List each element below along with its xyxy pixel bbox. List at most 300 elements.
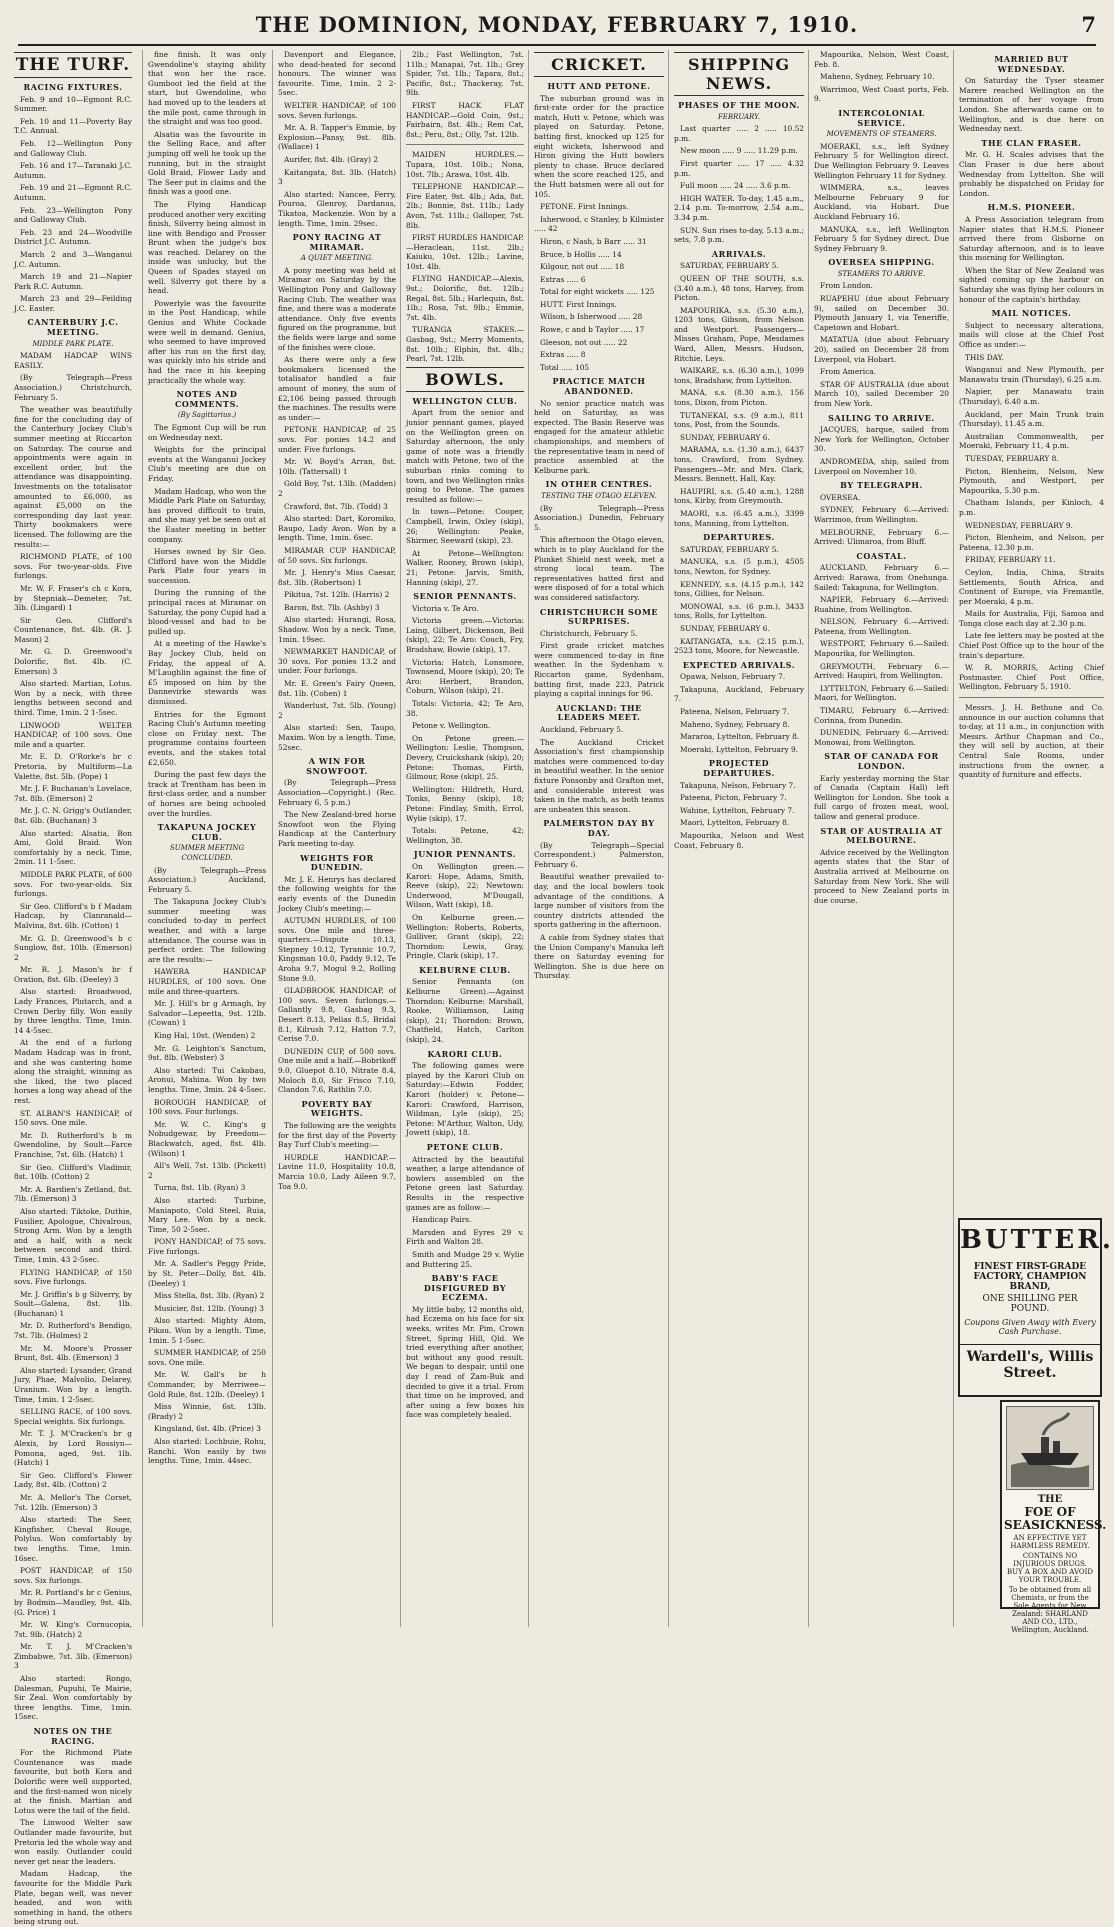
- article-paragraph: MAORI, s.s. (6.45 a.m.), 3399 tons, Manning, from Lyttelton.: [674, 508, 804, 528]
- article-paragraph: A Press Association telegram from Napier states that H.M.S. Pioneer arrived there from Gisborne on Saturday afternoon, and is to leave this morning for Wellington.: [959, 214, 1104, 263]
- article-paragraph: SATURDAY, FEBRUARY 5.: [680, 261, 779, 271]
- section-heading: NOTES AND COMMENTS.: [174, 389, 240, 409]
- article-paragraph: Maheno, Sydney, February 10.: [820, 72, 935, 82]
- article-paragraph: (By Telegraph—Press Association—Copyright.) (Rec. February 6, 5 p.m.): [278, 778, 396, 807]
- article-paragraph: Also started: Tui Cakobau, Aronui, Mahina. Won by two lengths. Time, 3min. 24 4-5sec.: [148, 1065, 266, 1094]
- seasick-ad-line4: CONTAINS NO INJURIOUS DRUGS. BUY A BOX AND AVOID YOUR TROUBLE.: [1006, 1552, 1094, 1584]
- article-paragraph: SYDNEY, February 6.—Arrived: Warrimoo, from Wellington.: [814, 505, 949, 524]
- article-paragraph: Mr. G. D. Greenwood's Dolorific, 8st. 4lb. (C. Emerson) 3: [14, 647, 132, 676]
- seasick-ad-line5: To be obtained from all Chemists, or from the Sole Agents for New Zealand: SHARLAND AND CO., LTD., Wellington, Auckland.: [1008, 1586, 1092, 1634]
- article-paragraph: AUCKLAND, February 6.—Arrived: Rarawa, from Onehunga. Sailed: Takapuna, for Wellington.: [814, 563, 949, 592]
- article-paragraph: MANA, s.s. (8.30 a.m.), 156 tons, Dixon, from Picton.: [674, 388, 804, 408]
- article-paragraph: Mr. G. D. Greenwood's b c Sunglow, 8st. 10lb. (Emerson) 2: [14, 933, 132, 962]
- article-paragraph: MOERAKI, s.s., left Sydney February 5 for Wellington direct. Due Wellington February 9. Leaves Wellington February 11 for Sydney.: [814, 141, 949, 180]
- article-paragraph: HUTT. First Innings.: [540, 299, 617, 309]
- section-heading: PROJECTED DEPARTURES.: [703, 758, 775, 779]
- article-paragraph: Kilgour, not out ..... 18: [540, 262, 625, 272]
- section-subheading: TESTING THE OTAGO ELEVEN.: [541, 491, 657, 500]
- article-paragraph: PETONE. First Innings.: [540, 202, 629, 212]
- article-paragraph: Mr. J. E. Henrys has declared the following weights for the early events of the Dunedin Jockey Club's meeting:—: [278, 874, 396, 913]
- article-paragraph: STAR OF AUSTRALIA (due about March 10), sailed December 20 from New York.: [814, 379, 949, 408]
- article-paragraph: Mails for Australia, Fiji, Samoa and Tonga close each day at 2.30 p.m.: [959, 609, 1104, 628]
- article-paragraph: Mr. A. Bardien's Zetland, 8st. 7lb. (Emerson) 3: [14, 1184, 132, 1204]
- article-paragraph: RICHMOND PLATE, of 100 sovs. For two-year-olds. Five furlongs.: [14, 552, 132, 581]
- article-paragraph: Napier, per Manawatu train (Thursday), 6.40 a.m.: [959, 387, 1104, 406]
- article-paragraph: Mr. J. C. N. Grigg's Outlander, 8st. 6lb. (Buchanan) 3: [14, 806, 132, 825]
- article-paragraph: Mararoa, Lyttelton, February 8.: [680, 732, 800, 742]
- article-paragraph: The following are the weights for the first day of the Poverty Bay Turf Club's meeting:—: [278, 1120, 396, 1150]
- article-paragraph: Feb. 19 and 21—Egmont R.C. Autumn.: [14, 183, 132, 202]
- article-paragraph: Kaitangata, 8st. 3lb. (Hatch) 3: [278, 167, 396, 187]
- article-paragraph: Mr. M. Moore's Prosser Brunt, 8st. 4lb. (Emerson) 3: [14, 1343, 132, 1363]
- article-paragraph: 2lb.; Fast Wellington, 7st. 11lb.; Manapai, 7st. 1lb.; Grey Spider, 7st. 1lb.; Tapara, 8st.; Pacific, 8st.; Thackeray, 7st. 9lb.: [406, 50, 524, 98]
- article-paragraph: Mr. E. Green's Fairy Queen, 8st. 1lb. (Cohen) 1: [278, 679, 396, 698]
- article-paragraph: Aurifer, 8st. 4lb. (Gray) 2: [284, 154, 379, 164]
- butter-ad-line2: ONE SHILLING PER POUND.: [982, 1294, 1078, 1314]
- article-paragraph: My little baby, 12 months old, had Eczema on his face for six weeks, writes Mr. Pim, Crown Street, Spring Hill, Qld. We tried everything after another, but without any good result. We began to despair, until one day I read of Zam-Buk and decided to give it a trial. From that time on he improved, and after using a few boxes his face was completely healed.: [406, 1304, 524, 1420]
- article-paragraph: FLYING HANDICAP, of 150 sovs. Five furlongs.: [14, 1267, 132, 1287]
- masthead-title: THE DOMINION, MONDAY, FEBRUARY 7, 1910.: [255, 12, 859, 37]
- article-paragraph: Mr. D. Rutherford's Bendigo, 7st. 7lb. (Holmes) 2: [14, 1321, 132, 1341]
- section-heading: NOTES ON THE RACING.: [33, 1726, 113, 1746]
- article-paragraph: Baron, 8st. 7lb. (Ashby) 3: [284, 602, 380, 612]
- article-paragraph: During the running of the principal races at Miramar on Saturday, the pony Cupid had a blood-vessel and had to be pulled up.: [148, 588, 266, 636]
- section-heading: PONY RACING AT MIRAMAR.: [292, 232, 382, 252]
- section-heading: HUTT AND PETONE.: [547, 81, 651, 91]
- column-title: CRICKET.: [534, 52, 664, 77]
- article-paragraph: GLADBROOK HANDICAP, of 100 sovs. Seven furlongs.—Gallantly 9.8, Gasbag 9.3, Desert 8.13, Pelias 8.5, Bridal 8.1, Kilrush 7.12, Hatton 7.7, Cerise 7.0.: [278, 986, 396, 1044]
- article-paragraph: Horses owned by Sir Geo. Clifford have won the Middle Park Plate four years in succession.: [148, 547, 266, 585]
- section-heading: KARORI CLUB.: [427, 1048, 503, 1059]
- article-paragraph: Full moon ..... 24 ..... 3.6 p.m.: [680, 181, 791, 191]
- article-paragraph: WESTPORT, February 6.—Sailed: Mapourika, for Wellington.: [814, 639, 949, 659]
- article-paragraph: Turna, 8st. 1lb. (Ryan) 3: [154, 1183, 246, 1193]
- article-paragraph: Mr. W. F. Fraser's ch c Kora, by Stepniak—Demeter, 7st. 3lb. (Lingard) 1: [14, 583, 132, 613]
- article-paragraph: MONOWAI, s.s. (6 p.m.), 3433 tons, Rolls, for Lyttelton.: [674, 601, 804, 621]
- article-paragraph: Gold Boy, 7st. 13lb. (Madden) 2: [278, 479, 396, 498]
- section-divider: [959, 697, 1104, 698]
- column-title: THE TURF.: [14, 52, 132, 78]
- article-paragraph: WEDNESDAY, FEBRUARY 9.: [965, 520, 1073, 530]
- seasickness-advertisement: [1000, 1400, 1107, 1634]
- seasick-ad-line1: THE: [1037, 1494, 1063, 1505]
- article-paragraph: Early yesterday morning the Star of Canada (Captain Hall) left Wellington for London. She took a full cargo of frozen meat, wool, tallow and general produce.: [814, 773, 949, 821]
- article-paragraph: Last quarter ..... 2 ..... 10.52 p.m.: [674, 124, 804, 143]
- article-paragraph: NELSON, February 6.—Arrived: Pateena, from Wellington.: [814, 617, 949, 636]
- section-heading: PRACTICE MATCH ABANDONED.: [552, 376, 646, 397]
- newspaper-column: [808, 50, 949, 1627]
- article-paragraph: Mr. W. Boyd's Arran, 8st. 10lb. (Tattersall) 1: [278, 457, 396, 476]
- article-paragraph: The following games were played by the Karori Club on Saturday:—Edwin Fodder, Karori (holder) v. Petone—Karori: Crawford, Harrison, Wildman, Lyle (skip), 25; Petone: M'Arthur, Walton, Udy, Jowett (skip), 18.: [406, 1061, 524, 1138]
- article-paragraph: Also started: Mighty Atom, Pikau. Won by a length. Time, 1min. 5 1-5sec.: [148, 1316, 266, 1345]
- article-paragraph: Ceylon, India, China, Straits Settlements, South Africa, and Continent of Europe, via Fremantle, per Moeraki, 4 p.m.: [959, 567, 1104, 606]
- section-heading: WELLINGTON CLUB.: [412, 395, 518, 406]
- article-paragraph: QUEEN OF THE SOUTH, s.s. (3.40 a.m.), 48 tons, Harvey, from Picton.: [674, 273, 804, 303]
- article-paragraph: Australian Commonwealth, per Moeraki, February 11, 4 p.m.: [959, 431, 1104, 451]
- article-paragraph: THIS DAY.: [965, 352, 1004, 362]
- section-heading: POVERTY BAY WEIGHTS.: [301, 1098, 373, 1119]
- article-paragraph: Opawa, Nelson, February 7.: [680, 672, 786, 682]
- article-paragraph: Also started: Lochbuie, Rohu, Ranchi. Won easily by two lengths. Time, 1min. 44sec.: [148, 1436, 266, 1466]
- seasick-ad-line2: FOE OF SEASICKNESS.: [1004, 1505, 1107, 1532]
- article-paragraph: Feb. 10 and 11—Poverty Bay T.C. Annual.: [14, 116, 132, 136]
- article-paragraph: First grade cricket matches were commenced to-day in fine weather. In the Sydenham v. Riccarton game, Sydenham, batting first, made 223, Patrick playing a capital innings for 96.: [534, 641, 664, 699]
- newspaper-column: [400, 50, 524, 1627]
- article-paragraph: The weather was beautifully fine for the concluding day of the Canterbury Jockey Club's summer meeting at Riccarton on Saturday. The course and appointments were again in excellent order, but the attendance was disappointing. Investments on the totalisator amounted to £6,000, as against £5,000 on the corresponding day last year. Thirty bookmakers were licensed. The following are the results:—: [14, 405, 132, 549]
- section-heading: INTERCOLONIAL SERVICE.: [838, 107, 925, 128]
- ship-illustration: [1006, 1406, 1094, 1490]
- article-paragraph: MARAMA, s.s. (1.30 a.m.), 6437 tons, Crawford, from Sydney. Passengers—Mr. and Mrs. Clark, Messrs. Bennett, Hall, Kay.: [674, 445, 804, 484]
- section-subheading: STEAMERS TO ARRIVE.: [837, 269, 926, 278]
- article-paragraph: Victoria green.—Victoria: Laing, Gilbert, Dickenson, Beil (skip), 22; Te Aro: Couch, Fry, Bradshaw, Bowie (skip), 17.: [406, 616, 524, 655]
- article-paragraph: Mr. R. J. Mason's br f Oration, 8st. 6lb. (Deeley) 3: [14, 965, 132, 984]
- article-paragraph: Also started: Tiktoke, Duthie, Fusilier, Apologue, Chivalrous, Strong Arm. Won by a length and a half, with a neck between second and third. Time, 1min. 43 2-5sec.: [14, 1206, 132, 1264]
- section-heading: BY TELEGRAPH.: [840, 480, 923, 491]
- section-heading: DEPARTURES.: [703, 532, 775, 543]
- masthead: [18, 8, 1096, 46]
- section-heading: RACING FIXTURES.: [23, 82, 123, 92]
- article-paragraph: Extras ..... 6: [540, 274, 586, 284]
- article-paragraph: SUNDAY, FEBRUARY 6.: [680, 432, 770, 442]
- article-paragraph: Maheno, Sydney, February 8.: [680, 719, 790, 729]
- article-paragraph: WELTER HANDICAP, of 100 sovs. Seven furlongs.: [278, 100, 396, 120]
- article-paragraph: Messrs. J. H. Bethune and Co. announce in our auction columns that to-day, at 11 a.m., in conjunction with Messrs. Arthur Chapman and Co., they will sell by auction, at their Central Sale Rooms, under instructions from the owner, a quantity of furniture and effects.: [959, 703, 1104, 780]
- article-paragraph: HAUPIRI, s.s. (5.40 a.m.), 1288 tons, Kirby, from Greymouth.: [674, 486, 804, 506]
- article-paragraph: Also started: Alsatia, Bon Ami, Gold Braid. Won comfortably by a neck. Time, 2min. 11 1-5sec.: [14, 828, 132, 867]
- article-paragraph: Mr. J. Griffin's b g Silverry, by Soult—Galena, 8st. 1lb. (Buchanan) 1: [14, 1289, 132, 1318]
- article-paragraph: Beautiful weather prevailed to-day, and the local bowlers took advantage of the conditions. A large number of visitors from the country districts attended the sports gathering in the afternoon.: [534, 872, 664, 930]
- article-paragraph: HIGH WATER. To-day, 1.45 a.m., 2.14 p.m. To-morrow, 2.54 a.m., 3.34 p.m.: [674, 193, 804, 222]
- article-paragraph: LYTTELTON, February 6.—Sailed: Maori, for Wellington.: [814, 683, 949, 703]
- article-paragraph: MANUKA, s.s., left Wellington February 5 for Sydney direct. Due Sydney February 9.: [814, 224, 949, 253]
- section-heading: OVERSEA SHIPPING.: [828, 257, 935, 268]
- page-number: 7: [1081, 12, 1096, 37]
- section-heading: BOWLS.: [406, 367, 524, 392]
- article-paragraph: Feb. 23—Wellington Pony and Galloway Club.: [14, 205, 132, 225]
- article-paragraph: PONY HANDICAP, of 75 sovs. Five furlongs.: [148, 1237, 266, 1256]
- article-paragraph: King Hal, 10st. (Wenden) 2: [154, 1031, 256, 1040]
- newspaper-column: [668, 50, 804, 1627]
- article-paragraph: March 2 and 3—Wanganui J.C. Autumn.: [14, 249, 132, 269]
- butter-ad-signature: Wardell's, Willis Street.: [960, 1344, 1100, 1381]
- article-paragraph: At the end of a furlong Madam Hadcap was in front, and she was cantering home along the straight, winning as she liked, the two placed horses a long way ahead of the rest.: [14, 1038, 132, 1105]
- article-paragraph: Totals: Petone, 42; Wellington, 38.: [406, 826, 524, 845]
- section-heading: JUNIOR PENNANTS.: [413, 849, 517, 860]
- article-paragraph: MELBOURNE, February 6.—Arrived: Ulimaroa, from Bluff.: [814, 527, 949, 547]
- article-paragraph: Kingsland, 6st. 4lb. (Price) 3: [154, 1424, 261, 1434]
- article-paragraph: Takapuna, Auckland, February 7.: [674, 684, 804, 704]
- article-paragraph: Feb. 23 and 24—Woodville District J.C. Autumn.: [14, 227, 132, 247]
- article-paragraph: Alsatia was the favourite in the Selling Race, and after jumping off well he took up the running, but in the straight Gold Braid, Flower Lady and The Seer put in claims and the finish was a good one.: [148, 129, 266, 197]
- section-heading: CANTERBURY J.C. MEETING.: [27, 317, 119, 338]
- section-heading: COASTAL.: [856, 550, 907, 561]
- article-paragraph: Miss Stella, 8st. 3lb. (Ryan) 2: [154, 1291, 265, 1301]
- section-heading: WEIGHTS FOR DUNEDIN.: [300, 852, 374, 873]
- article-paragraph: Mr. R. Portland's br c Genius, by Bodmin—Maudley, 9st. 4lb. (G. Price) 1: [14, 1588, 132, 1617]
- ship-icon: [1007, 1407, 1093, 1487]
- article-paragraph: Mr. W. Gall's br h Commander, by Merriwee—Gold Rule, 8st. 12lb. (Deeley) 1: [148, 1370, 266, 1399]
- article-paragraph: Sir Geo. Clifford's Flower Lady, 8st. 4lb. (Cotton) 2: [14, 1470, 132, 1490]
- article-paragraph: Moeraki, Lyttelton, February 9.: [680, 744, 799, 754]
- article-paragraph: New moon ..... 9 ..... 11.29 p.m.: [680, 146, 798, 156]
- article-paragraph: The suburban ground was in first-rate order for the practice match, Hutt v. Petone, which was played on Saturday. Petone, batting first, knocked up 125 for eight wickets, Isherwood and Hiron giving the Hutt bowlers plenty to chase. Bruce declared when the score reached 125, and the Hutt batsmen were all out for 105.: [534, 93, 664, 199]
- article-paragraph: Mr. G. Leighton's Sanctum, 9st. 8lb. (Webster) 3: [148, 1043, 266, 1063]
- article-paragraph: FRIDAY, FEBRUARY 11.: [965, 555, 1056, 565]
- article-paragraph: Mr. T. J. M'Cracken's Zimbabwe, 7st. 3lb. (Emerson) 3: [14, 1642, 132, 1671]
- section-heading: PALMERSTON DAY BY DAY.: [543, 818, 655, 838]
- article-paragraph: As there were only a few bookmakers licensed the totalisator handled a fair amount of money, the sum of £2,106 being passed through the machines. The results were as under:—: [278, 355, 396, 422]
- article-paragraph: March 23 and 29—Feilding J.C. Easter.: [14, 294, 132, 313]
- article-paragraph: MAPOURIKA, s.s. (5.30 a.m.), 1203 tons, Gibson, from Nelson and Westport. Passengers—Misses Graham, Pope, Mesdames Ward, Allen, Messrs. Hudson, Ritchie, Leys.: [674, 305, 804, 363]
- section-heading: KELBURNE CLUB.: [419, 964, 511, 975]
- article-paragraph: Also started: Sen, Taupo, Maxim. Won by a length. Time, 52sec.: [278, 723, 396, 752]
- article-paragraph: Senior Pennants (on Kelburne Green).—Against Thorndon: Kelburne: Marshall, Rooke, Williamson, Laing (skip), 21; Thorndon: Brown, Chatfield, Hatch, Carlton (skip), 24.: [406, 977, 524, 1045]
- article-paragraph: TELEPHONE HANDICAP.—Fire Eater, 9st. 4lb.; Ada, 8st. 2lb.; Bonnie, 8st. 11lb.; Lady Avon, 7st. 11lb.; Galloper, 7st. 8lb.: [406, 182, 524, 230]
- article-paragraph: SATURDAY, FEBRUARY 5.: [680, 544, 779, 554]
- butter-ad-line1: FINEST FIRST-GRADE FACTORY, CHAMPION BRAND,: [973, 1262, 1087, 1292]
- article-paragraph: Crawford, 8st. 7lb. (Todd) 3: [284, 501, 388, 511]
- article-paragraph: SUNDAY, FEBRUARY 6.: [680, 623, 770, 633]
- article-paragraph: Mr. J. Henry's Miss Caesar, 8st. 3lb. (Robertson) 1: [278, 568, 396, 587]
- section-heading: PETONE CLUB.: [426, 1141, 504, 1152]
- article-paragraph: Weights for the principal events at the Wanganui Jockey Club's meeting are due on Friday.: [148, 445, 266, 483]
- article-paragraph: Advice received by the Wellington agents states that the Star of Australia arrived at Melbourne on Saturday from New York. She will proceed to New Zealand ports in due course.: [814, 847, 949, 905]
- article-paragraph: Pateena, Nelson, February 7.: [680, 707, 790, 717]
- article-paragraph: TURANGA STAKES.—Gasbag, 9st.; Merry Moments, 8st. 10lb.; Elphin, 8st. 4lb.; Pearl, 7st. 12lb.: [406, 325, 524, 364]
- article-paragraph: Subject to necessary alterations, mails will close at the Chief Post Office as under:—: [959, 320, 1104, 350]
- butter-ad-line3: Coupons Given Away with Every Cash Purchase.: [964, 1318, 1096, 1336]
- article-paragraph: JACQUES, barque, sailed from New York for Wellington, October 30.: [814, 425, 949, 454]
- article-paragraph: The New Zealand-bred horse Snowfoot won the Flying Handicap at the Canterbury Park meeting to-day.: [278, 810, 396, 848]
- article-paragraph: Picton, Blenheim, and Nelson, per Pateena, 12.30 p.m.: [959, 533, 1104, 552]
- article-paragraph: Gleeson, not out ..... 22: [540, 337, 628, 347]
- article-paragraph: FIRST HACK FLAT HANDICAP.—Gold Coin, 9st.; Fairbairn, 8st. 4lb.; Rem Cat, 8st.; Peru, 8st.; Olly, 7st. 12lb.: [406, 100, 524, 139]
- article-paragraph: fine finish. It was only Gwendoline's staying ability that won her the race. Gumboot led the field at the start, but Gwendoline, who had moved up to the leaders at the mile post, came through in the straight and was too good.: [148, 50, 266, 127]
- article-paragraph: TUESDAY, FEBRUARY 8.: [965, 453, 1059, 463]
- section-subheading: MOVEMENTS OF STEAMERS.: [826, 130, 937, 139]
- article-paragraph: The Linwood Welter saw Outlander made favourite, but Pretoria led the whole way and won easily. Outlander could never get near the leaders.: [14, 1818, 132, 1866]
- article-paragraph: Attracted by the beautiful weather, a large attendance of bowlers assembled on the Petone green last Saturday. Results in the respective games are as follow:—: [406, 1154, 524, 1212]
- article-paragraph: Bruce, b Hollis ..... 14: [540, 249, 622, 259]
- section-heading: ARRIVALS.: [711, 248, 767, 259]
- article-paragraph: Apart from the senior and junior pennant games, played on the Wellington green on Saturday afternoon, the only game of note was a friendly match with Petone, two of the suburban rinks coming to town, and two Wellington rinks going to Petone. The games resulted as follow:—: [406, 408, 524, 504]
- article-paragraph: WIMMERA, s.s., leaves Melbourne February 9 for Auckland, via Hobart. Due Auckland February 16.: [814, 183, 949, 221]
- section-divider: [406, 144, 524, 145]
- article-paragraph: SUN. Sun rises to-day, 5.13 a.m.; sets, 7.8 p.m.: [674, 225, 804, 245]
- article-paragraph: Wellington: Hildreth, Hurd, Tonks, Benny (skip), 18; Petone: Findlay, Smith, Errol, Wylie (skip), 17.: [406, 784, 524, 823]
- article-paragraph: Mapourika, Nelson and West Coast, February 8.: [674, 831, 804, 850]
- article-paragraph: Extras ..... 8: [540, 350, 586, 360]
- article-paragraph: Sir Geo. Clifford's Countenance, 8st. 4lb. (R. J. Mason) 2: [14, 615, 132, 644]
- newspaper-column: [528, 50, 664, 1627]
- article-paragraph: FIRST HURDLES HANDICAP.—Heraclean, 11st. 2lb.; Kaiuku, 10st. 12lb.; Lavine, 10st. 4lb.: [406, 233, 524, 271]
- article-paragraph: Rowe, c and b Taylor ..... 17: [540, 325, 645, 335]
- article-paragraph: Late fee letters may be posted at the Chief Post Office up to the hour of the train's departure.: [959, 631, 1104, 660]
- article-paragraph: Pikitua, 7st. 12lb. (Harris) 2: [284, 590, 390, 600]
- article-paragraph: W. R. MORRIS, Acting Chief Postmaster. Chief Post Office, Wellington, February 5, 1910.: [959, 663, 1104, 692]
- article-paragraph: Mr. J. F. Buchanan's Lovelace, 7st. 8lb. (Emerson) 2: [14, 784, 132, 803]
- article-paragraph: Madam Hadcap, the favourite for the Middle Park Plate, began well, was never headed, and won with something in hand, the others being strung out.: [14, 1869, 132, 1927]
- article-paragraph: Also started: Hurangi, Rosa, Shadow. Won by a neck. Time, 1min. 19sec.: [278, 615, 396, 644]
- article-paragraph: The Egmont Cup will be run on Wednesday next.: [148, 422, 266, 442]
- article-paragraph: (By Telegraph—Press Association.) Christchurch, February 5.: [14, 373, 132, 402]
- article-paragraph: Warrimoo, West Coast ports, Feb. 9.: [814, 84, 949, 104]
- article-paragraph: Miss Winnie, 6st. 13lb. (Brady) 2: [148, 1402, 266, 1421]
- article-paragraph: Petone v. Wellington.: [412, 721, 491, 731]
- article-paragraph: POST HANDICAP, of 150 sovs. Six furlongs.: [14, 1566, 132, 1585]
- article-paragraph: All's Well, 7st. 13lb. (Pickett) 2: [148, 1161, 266, 1180]
- section-heading: SENIOR PENNANTS.: [413, 591, 517, 602]
- article-paragraph: TUTANEKAI, s.s. (9 a.m.), 811 tons, Post, from the Sounds.: [674, 410, 804, 430]
- section-heading: MAIL NOTICES.: [991, 308, 1072, 319]
- article-paragraph: The Auckland Cricket Association's first championship matches were commenced to-day in beautiful weather. In the senior fixture Ponsonby and Grafton met, and considerable interest was taken in the match, as both teams are unbeaten this season.: [534, 737, 664, 814]
- article-paragraph: Pateena, Picton, February 7.: [680, 793, 787, 803]
- article-paragraph: A cable from Sydney states that the Union Company's Manuka left there on Saturday evening for Wellington. She is due here on Thursday.: [534, 932, 664, 981]
- section-heading: H.M.S. PIONEER.: [987, 202, 1076, 213]
- article-paragraph: Wanderlust, 7st. 5lb. (Young) 2: [278, 701, 396, 720]
- section-subheading: (By Sagittarius.): [177, 411, 237, 420]
- section-heading: A WIN FOR SNOWFOOT.: [306, 756, 368, 776]
- article-paragraph: Christchurch, February 5.: [540, 628, 638, 638]
- article-paragraph: WAIKARE, s.s. (6.30 a.m.), 1099 tons, Bradshaw, from Lyttelton.: [674, 366, 804, 385]
- article-paragraph: Mapourika, Nelson, West Coast, Feb. 8.: [814, 50, 949, 69]
- article-paragraph: March 19 and 21—Napier Park R.C. Autumn.: [14, 272, 132, 291]
- article-paragraph: KENNEDY, s.s. (4.15 p.m.), 142 tons, Gillies, for Nelson.: [674, 579, 804, 599]
- article-paragraph: Also started: Lysander, Grand Jury, Phae, Malvolio, Delarey, Uranium. Won by a length. Time, 1min. 1 2-5sec.: [14, 1365, 132, 1404]
- article-paragraph: Feb. 12—Wellington Pony and Galloway Club.: [14, 138, 132, 158]
- article-paragraph: Mr. E. D. O'Rorke's br c Pretoria, by Multiform—La Valette, 8st. 5lb. (Pope) 1: [14, 752, 132, 781]
- article-paragraph: Sir Geo. Clifford's Vladimir, 8st. 10lb. (Cotton) 2: [14, 1162, 132, 1182]
- section-heading: PHASES OF THE MOON.: [678, 100, 800, 110]
- section-subheading: MIDDLE PARK PLATE.: [32, 339, 114, 348]
- article-paragraph: This afternoon the Otago eleven, which is to play Auckland for the Plunket Shield next week, met a strong local team. The representatives batted first and were disposed of for a total which was considered satisfactory.: [534, 535, 664, 602]
- article-paragraph: PETONE HANDICAP, of 25 sovs. For ponies 14.2 and under. Five furlongs.: [278, 425, 396, 454]
- article-paragraph: Smith and Mudge 29 v. Wylie and Buttering 25.: [406, 1249, 524, 1269]
- section-heading: AUCKLAND: THE LEADERS MEET.: [556, 702, 642, 723]
- article-paragraph: Mr. T. J. M'Cracken's br g Alexis, by Lord Rossiyn—Pomona, aged, 9st. 1lb. (Hatch) 1: [14, 1429, 132, 1468]
- article-paragraph: During the past few days the track at Trentham has been in first-class order, and a number of horses are being schooled over the hurdles.: [148, 770, 266, 818]
- article-paragraph: KAITANGATA, s.s. (2.15 p.m.), 2523 tons, Moore, for Newcastle.: [674, 636, 804, 656]
- article-paragraph: Entries for the Egmont Racing Club's Autumn meeting close on Friday next. The programme contains fourteen events, and the stakes total £2,650.: [148, 709, 266, 767]
- article-paragraph: FLYING HANDICAP.—Alexis, 9st.; Dolorific, 8st. 12lb.; Regal, 8st. 5lb.; Harlequin, 8st. 1lb.; Rosa, 7st. 9lb.; Emmie, 7st. 4lb.: [406, 274, 524, 322]
- article-paragraph: Total ..... 105: [540, 362, 590, 372]
- article-paragraph: Totals: Victoria, 42; Te Aro, 38.: [406, 699, 524, 718]
- article-paragraph: SELLING RACE, of 100 sovs. Special weights. Six furlongs.: [14, 1407, 132, 1426]
- article-paragraph: Also started: Turbine, Maniapoto, Cold Steel, Ruia, Mary Lee. Won by a neck. Time, 50 2-5sec.: [148, 1195, 266, 1234]
- article-paragraph: Also started: The Seer, Kingfisher, Cheval Rouge, Polylus. Won comfortably by two lengths. Time, 1min. 16sec.: [14, 1515, 132, 1563]
- section-subheading: FEBRUARY.: [717, 112, 761, 121]
- article-paragraph: DUNEDIN, February 6.—Arrived: Monowai, from Wellington.: [814, 728, 949, 747]
- article-paragraph: Wahine, Lyttelton, February 7.: [680, 805, 795, 815]
- article-paragraph: ANDROMEDA, ship, sailed from Liverpool on November 10.: [814, 456, 949, 476]
- article-paragraph: Feb. 16 and 17—Taranaki J.C. Autumn.: [14, 161, 132, 180]
- article-paragraph: Wanganui and New Plymouth, per Manawatu train (Thursday), 6.25 a.m.: [959, 365, 1104, 384]
- article-paragraph: Madam Hadcap, who won the Middle Park Plate on Saturday, has proved difficult to train, and she may yet be seen out at the Easter meeting in better company.: [148, 486, 266, 544]
- article-paragraph: MATATUA (due about February 20), sailed on December 28 from Liverpool, via Hobart.: [814, 335, 949, 364]
- article-paragraph: On Saturday the Tyser steamer Marere reached Wellington on the termination of her voyage from London. She afterwards came on to Wellington, and is due here on Wednesday next.: [959, 76, 1104, 134]
- article-paragraph: Sir Geo. Clifford's b f Madam Hadcap, by Clanranald—Malvina, 8st. 6lb. (Cotton) 1: [14, 901, 132, 930]
- section-subheading: A QUIET MEETING.: [300, 254, 374, 263]
- article-paragraph: Auckland, per Main Trunk train (Thursday), 11.45 a.m.: [959, 409, 1104, 429]
- article-paragraph: Powerlyle was the favourite in the Post Handicap, while Genius and White Cockade were well in demand. Genius, who seemed to have improved after his run on the first day, was quickly into his stride and had the race in his keeping practically the whole way.: [148, 298, 266, 385]
- section-heading: THE CLAN FRASER.: [981, 137, 1082, 148]
- article-paragraph: AUTUMN HURDLES, of 100 sovs. One mile and three-quarters.—Dispute 10.13, Stepney 10.12, Tyrannic 10.7, Kingsman 10.0, Paddy 9.12, Te Aroha 9.7, Mogul 9.2, Rolling Stone 9.0.: [278, 916, 396, 983]
- article-paragraph: MIDDLE PARK PLATE, of 600 sovs. For two-year-olds. Six furlongs.: [14, 869, 132, 899]
- article-paragraph: On Petone green.—Wellington: Leslie, Thompson, Devery, Cruickshank (skip), 20; Petone: Thomas, Firth, Gilmour, Rose (skip), 25.: [406, 733, 524, 782]
- article-paragraph: Mr. W. King's Cornucopia, 7st. 9lb. (Hatch) 2: [14, 1620, 132, 1639]
- article-paragraph: Marsden and Eyres 29 v. Firth and Walton 28.: [406, 1227, 524, 1247]
- article-paragraph: Picton, Blenheim, Nelson, New Plymouth, and Westport, per Mapourika, 5.30 p.m.: [959, 466, 1104, 495]
- section-heading: IN OTHER CENTRES.: [545, 479, 653, 490]
- article-paragraph: From America.: [820, 367, 876, 377]
- article-paragraph: Also started: Martian, Lotus. Won by a neck, with three lengths between second and third. Time, 1min. 2 1-5sec.: [14, 679, 132, 718]
- newspaper-column: [14, 50, 132, 1927]
- article-paragraph: Auckland, February 5.: [540, 725, 624, 735]
- article-paragraph: GREYMOUTH, February 6.—Arrived: Haupiri, from Wellington.: [814, 661, 949, 681]
- article-paragraph: Mr. W. C. King's g Nobudgewar, by Freedom—Blackwatch, aged, 8st. 4lb. (Wilson) 1: [148, 1119, 266, 1158]
- article-paragraph: Mr. J. Hill's br g Armagh, by Salvador—Lepeetta, 9st. 12lb. (Cowan) 1: [148, 999, 266, 1028]
- article-paragraph: DUNEDIN CUP, of 500 sovs. One mile and a half.—Bobrikoff 9.0, Gluepot 8.10, Nitrate 8.4, Moloch 8.0, Sir Frisco 7.10, Clandon 7.6, Rathlin 7.0.: [278, 1046, 396, 1095]
- article-paragraph: Also started: Broadwood, Lady Frances, Plutarch, and a Crown Derby filly. Won easily by three lengths. Time, 1min. 14 4-5sec.: [14, 987, 132, 1035]
- article-paragraph: (By Telegraph—Press Association.) Dunedin, February 5.: [534, 503, 664, 532]
- article-paragraph: MAIDEN HURDLES.—Tupara, 10st. 10lb.; Nona, 10st. 7lb.; Arawa, 10st. 4lb.: [406, 150, 524, 179]
- article-paragraph: NEWMARKET HANDICAP, of 30 sovs. For ponies 13.2 and under. Four furlongs.: [278, 647, 396, 676]
- column-title: SHIPPING NEWS.: [674, 52, 804, 96]
- article-paragraph: NAPIER, February 6.—Arrived: Ruahine, from Wellington.: [814, 595, 949, 614]
- article-paragraph: Mr. A. B. Tapper's Emmie, by Explosion—Pansy, 9st. 8lb. (Wallace) 1: [278, 123, 396, 152]
- article-paragraph: MANUKA, s.s. (5 p.m.), 4505 tons, Newton, for Sydney.: [674, 557, 804, 576]
- article-paragraph: HAWERA HANDICAP HURDLES, of 100 sovs. One mile and three-quarters.: [148, 967, 266, 996]
- article-paragraph: Mr. D. Rutherford's b m Gwendoline, by Soult—Farce Franchise, 7st. 6lb. (Hatch) 1: [14, 1130, 132, 1159]
- article-paragraph: The Takapuna Jockey Club's summer meeting was concluded to-day in perfect weather, and with a large attendance. The course was in perfect order. The following are the results:—: [148, 897, 266, 964]
- article-paragraph: ST. ALBAN'S HANDICAP, of 150 sovs. One mile.: [14, 1108, 132, 1128]
- article-paragraph: Wilson, b Isherwood ..... 28: [540, 312, 643, 322]
- section-heading: STAR OF AUSTRALIA AT MELBOURNE.: [820, 825, 943, 846]
- article-paragraph: Mr. G. H. Scales advises that the Clan Fraser is due here about Wednesday from Lyttelton. She will probably be dispatched on Friday for London.: [959, 150, 1104, 198]
- article-paragraph: (By Telegraph—Special Correspondent.) Palmerston, February 6.: [534, 840, 664, 869]
- article-paragraph: HURDLE HANDICAP.—Lavine 11.0, Hospitality 10.8, Marcia 10.0, Lady Aileen 9.7, Toa 9.0.: [278, 1152, 396, 1191]
- article-paragraph: Also started: Dart, Koromiko, Raupo, Lady Avon. Won by a length. Time, 1min. 6sec.: [278, 514, 396, 543]
- article-paragraph: When the Star of New Zealand was sighted coming up the harbour on Saturday she was flying her colours in honour of the captain's birthday.: [959, 265, 1104, 304]
- section-heading: SAILING TO ARRIVE.: [828, 412, 935, 423]
- article-paragraph: The Flying Handicap produced another very exciting finish, Silverry being almost in line with Bendigo and Prosser Brunt when the judge's box was reached. Delarey on the inside was unlucky, but the Queen of Spades stayed on well. Silverry got there by a head.: [148, 199, 266, 296]
- article-paragraph: In town—Petone: Cooper, Campbell, Irwin, Oxley (skip), 26; Wellington: Peake, Shirmer, Seeward (skip), 23.: [406, 507, 524, 546]
- section-subheading: SUMMER MEETING CONCLUDED.: [169, 844, 245, 862]
- article-paragraph: OVERSEA.: [820, 492, 861, 502]
- seasick-ad-line3: AN EFFECTIVE YET HARMLESS REMEDY.: [1010, 1534, 1090, 1550]
- article-paragraph: Davenport and Elegance, who dead-heated for second honours. The winner was favourite. Time, 1min. 2 2-5sec.: [278, 50, 396, 98]
- section-heading: MARRIED BUT WEDNESDAY.: [994, 54, 1069, 74]
- article-paragraph: Chatham Islands, per Kinloch, 4 p.m.: [959, 498, 1104, 517]
- article-paragraph: Also started: Rongo, Dalesman, Pupuhi, Te Mairie, Sir Zeal. Won comfortably by three lengths. Time, 1min. 15sec.: [14, 1674, 132, 1722]
- section-heading: STAR OF CANADA FOR LONDON.: [824, 751, 939, 771]
- section-heading: CHRISTCHURCH SOME SURPRISES.: [539, 606, 659, 627]
- newspaper-column: [272, 50, 396, 1627]
- article-paragraph: (By Telegraph—Press Association.) Auckland, February 5.: [148, 865, 266, 894]
- article-paragraph: Victoria: Hatch, Lonsmore, Townsend, Moore (skip), 20; Te Aro: Herbert, Brandon, Coburn, Wilson (skip), 21.: [406, 657, 524, 696]
- article-paragraph: Takapuna, Nelson, February 7.: [680, 780, 796, 790]
- article-paragraph: For the Richmond Plate Countenance was made favourite, but both Kora and Dolorific were well supported, and the first-named won nicely at the finish. Martian and Lotus were the tail of the field.: [14, 1748, 132, 1815]
- article-paragraph: On Kelburne green.—Wellington: Roberts, Roberts, Gulliver, Grant (skip), 22; Thorndon: Lewis, Gray, Pringle, Clark (skip), 17.: [406, 912, 524, 961]
- section-heading: TAKAPUNA JOCKEY CLUB.: [157, 822, 257, 842]
- article-paragraph: BOROUGH HANDICAP, of 100 sovs. Four furlongs.: [148, 1097, 266, 1117]
- article-paragraph: Hiron, c Nash, b Barr ..... 31: [540, 236, 647, 246]
- article-paragraph: LINWOOD WELTER HANDICAP, of 100 sovs. One mile and a quarter.: [14, 720, 132, 749]
- butter-ad-title: BUTTER.: [960, 1225, 1114, 1255]
- article-paragraph: No senior practice match was held on Saturday, as was expected. The Basin Reserve was engaged for the amateur athletic championships, and members of the representative team in need of practice assembled at the Kelburne park.: [534, 398, 664, 475]
- article-paragraph: Mr. A. Mellor's The Corset, 7st. 12lb. (Emerson) 3: [14, 1492, 132, 1512]
- article-paragraph: At a meeting of the Hawke's Bay Jockey Club, held on Friday, the appeal of A. M'Laughlin against the fine of £5 imposed on him by the Dannevirke stewards was dismissed.: [148, 639, 266, 706]
